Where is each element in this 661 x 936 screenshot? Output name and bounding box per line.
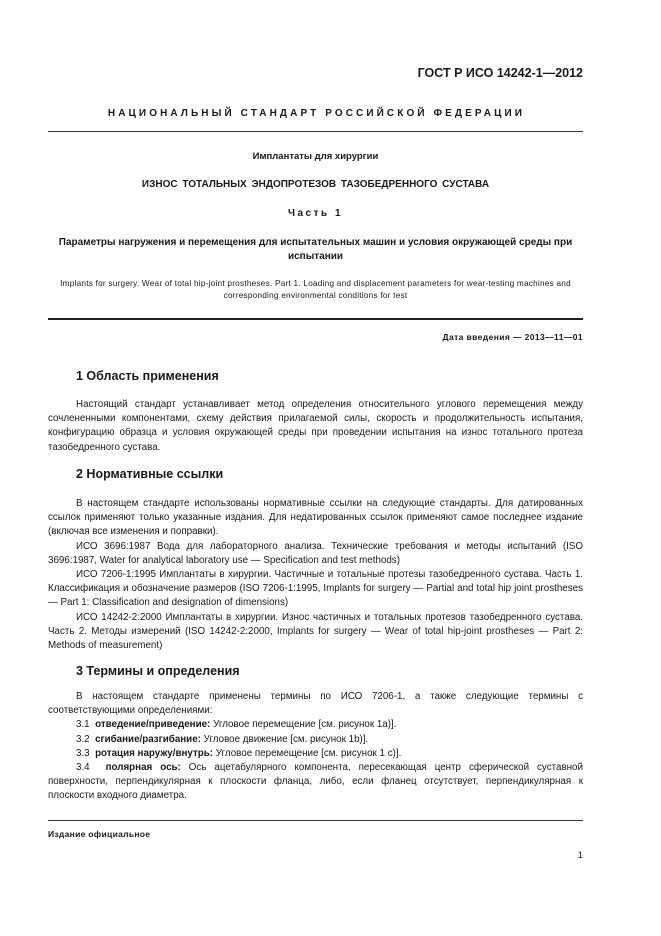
standard-number: ГОСТ Р ИСО 14242-1—2012 [417, 66, 583, 80]
paragraph: Настоящий стандарт устанавливает метод определения относительного углового перемещения между сочлененными компонентами, схему действия прилагаемой силы, скорость и продолжительность испытания, конфигурацию образца и условия окружающей среды при проведении испытания на износ тотального протеза тазобедренного сустава. [48, 399, 583, 453]
reference-item: ИСО 14242-2:2000 Имплантаты в хирургии. Износ частичных и тотальных протезов тазобедренного сустава. Часть 2. Методы измерений (ISO 14242-2:2000, Implants for surgery — Wear of total hip-joint prostheses — Part 2: Methods of measurement) [48, 611, 583, 652]
title-rule [48, 318, 583, 320]
term-item: 3.4 полярная ось: Ось ацетабулярного компонента, пересекающая центр сферической суставной поверхности, перпендикулярная к плоскости фланца, либо, если фланец отсутствует, перпендикулярная к плоскости входного диаметра. [48, 762, 583, 802]
term-definition: Угловое перемещение [см. рисунок 1 с)]. [215, 747, 402, 759]
english-title: Implants for surgery. Wear of total hip-joint prostheses. Part 1. Loading and displacement parameters for wear-testing machines and corresponding environmental conditions for test [60, 279, 571, 300]
term-item: 3.2 сгибание/разгибание: Угловое движение [см. рисунок 1b)]. [76, 733, 369, 745]
term-item: 3.3 ротация наружу/внутрь: Угловое перемещение [см. рисунок 1 с)]. [76, 747, 402, 759]
section-2-heading: 2 Нормативные ссылки [76, 467, 224, 481]
term-definition: Угловое движение [см. рисунок 1b)]. [203, 733, 369, 745]
top-rule [48, 131, 583, 132]
term-name: сгибание/разгибание: [95, 733, 201, 745]
term-name: отведение/приведение: [95, 719, 211, 731]
term-item: 3.1 отведение/приведение: Угловое перемещение [см. рисунок 1а)]. [76, 719, 397, 731]
term-name: полярная ось: [105, 762, 181, 774]
official-edition-label: Издание официальное [48, 829, 151, 839]
paragraph: В настоящем стандарте использованы нормативные ссылки на следующие стандарты. Для датированных ссылок применяют только указанные издания. Для недатированных ссылок применяют самое последнее издание (включая все изменения и поправки). [48, 498, 583, 538]
national-standard-banner: НАЦИОНАЛЬНЫЙ СТАНДАРТ РОССИЙСКОЙ ФЕДЕРАЦИИ [107, 108, 526, 119]
reference-item: ИСО 7206-1:1995 Имплантаты в хирургии. Частичные и тотальные протезы тазобедренного сустава. Часть 1. Классификация и обозначение размеров (ISO 7206-1:1995, Implants for surgery — Partial and total hip joint prostheses — Part 1: Classification and designation of dimensions) [48, 569, 583, 609]
term-definition: Ось ацетабулярного компонента, пересекающая центр сферической суставной поверхности, перпендикулярная к плоскости фланца, либо, если фланец отсутствует, перпендикулярная к плоскости входного диаметра. [48, 762, 583, 802]
section-1-heading: 1 Область применения [76, 369, 219, 383]
section-3-body [48, 690, 583, 804]
document-subtitle: Параметры нагружения и перемещения для испытательных машин и условия окружающей среды при испытании [58, 237, 573, 262]
page-number: 1 [577, 850, 583, 861]
part-label: Часть 1 [287, 208, 344, 219]
category-heading: Имплантаты для хирургии [252, 151, 379, 162]
introduction-date: Дата введения — 2013—11—01 [442, 332, 583, 342]
section-1-body [48, 398, 583, 455]
term-definition: Угловое перемещение [см. рисунок 1а)]. [213, 719, 397, 731]
paragraph: В настоящем стандарте применены термины по ИСО 7206-1, а также следующие термины с соответствующими определениями: [48, 691, 583, 717]
footer-rule [48, 820, 583, 821]
section-2-body [48, 497, 583, 653]
document-title: ИЗНОС ТОТАЛЬНЫХ ЭНДОПРОТЕЗОВ ТАЗОБЕДРЕННОГО СУСТАВА [141, 179, 490, 190]
term-name: ротация наружу/внутрь: [95, 747, 214, 759]
reference-item: ИСО 3696:1987 Вода для лабораторного анализа. Технические требования и методы испытаний (ISO 3696:1987, Water for analytical laboratory use — Specification and test methods) [48, 540, 583, 566]
section-3-heading: 3 Термины и определения [76, 664, 240, 678]
